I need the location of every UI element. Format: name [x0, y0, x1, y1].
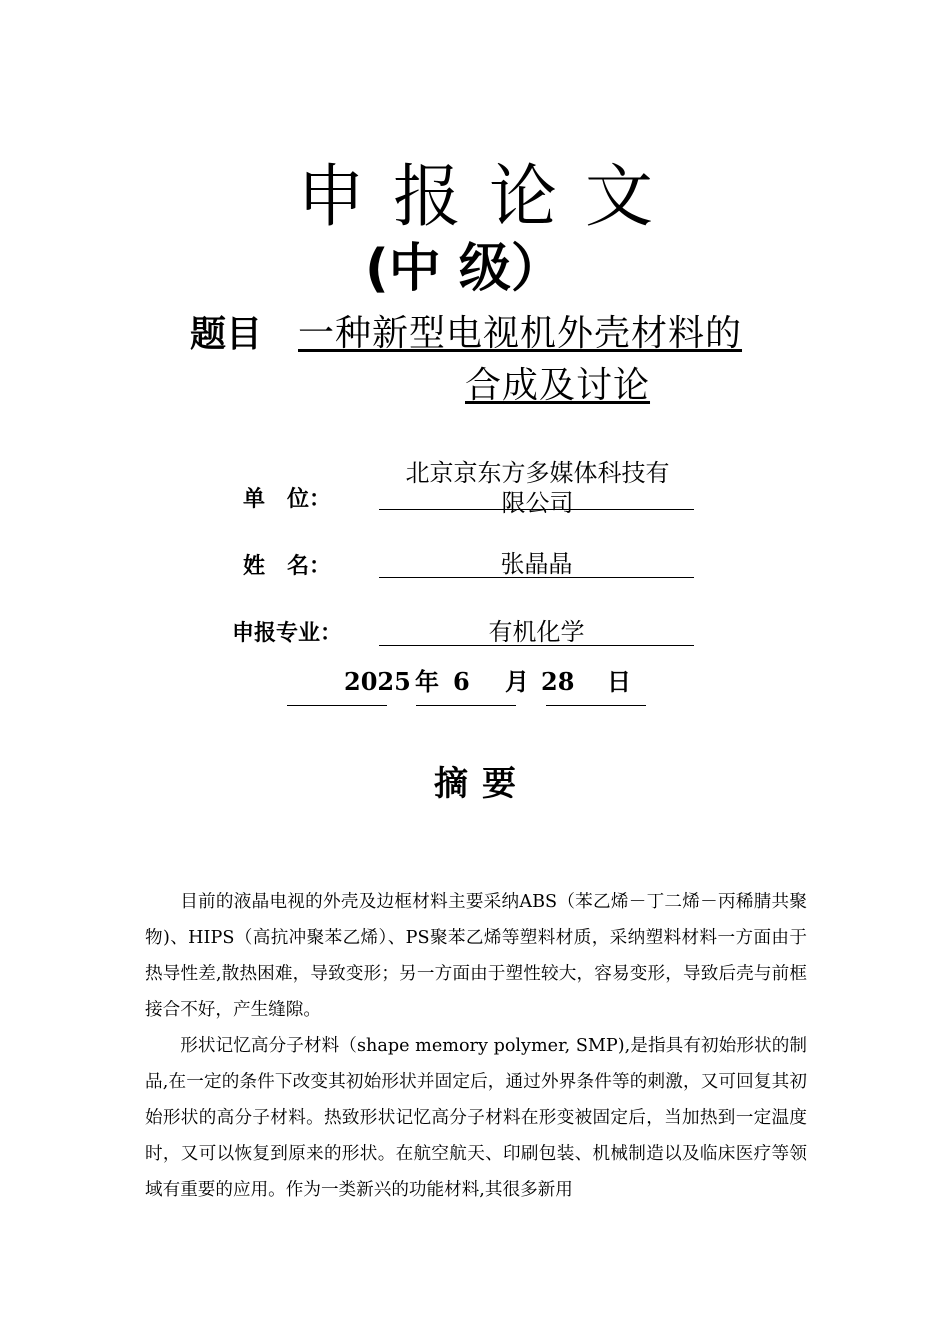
- date-year: 2025: [344, 667, 411, 696]
- abstract-paragraph: 目前的液晶电视的外壳及边框材料主要采纳ABS（苯乙烯－丁二烯－丙稀腈共聚物)、HIPS（高抗冲聚苯乙烯）、PS聚苯乙烯等塑料材质，采纳塑料材料一方面由于热导性差,散热困难，导致变形；另一方面由于塑性较大，容易变形，导致后壳与前框接合不好，产生缝隙。: [145, 892, 807, 1020]
- unit-value: 北京京东方多媒体科技有限公司: [405, 459, 670, 517]
- date-underline-month: [416, 705, 516, 706]
- major-underline: [379, 645, 694, 646]
- abstract-paragraph: 形状记忆高分子材料（shape memory polymer, SMP),是指具有初始形状的制品,在一定的条件下改变其初始形状并固定后，通过外界条件等的刺激，又可回复其初始形状的高分子材料。热致形状记忆高分子材料在形变被固定后，当加热到一定温度时，又可以恢复到原来的形状。在航空航天、印刷包装、机械制造以及临床医疗等领域有重要的应用。作为一类新兴的功能材料,其很多新用: [145, 1036, 807, 1200]
- date-day: 28: [541, 667, 575, 696]
- abstract-title: 摘要: [434, 764, 530, 804]
- unit-underline: [379, 509, 694, 510]
- name-value: 张晶晶: [500, 550, 573, 578]
- date-month: 6: [453, 667, 470, 696]
- topic-label: 题目: [190, 313, 263, 355]
- topic-title-line-2: 合成及讨论: [465, 365, 651, 406]
- level-subtitle: (中 级）: [365, 239, 563, 299]
- main-title: 申报论文: [296, 158, 681, 237]
- name-underline: [379, 577, 694, 578]
- date-day-unit: 日: [607, 667, 631, 696]
- date-month-unit: 月: [505, 667, 529, 696]
- date-underline-year: [287, 705, 387, 706]
- major-label: 申报专业：: [232, 620, 343, 646]
- major-value: 有机化学: [488, 618, 585, 646]
- topic-title-line-1: 一种新型电视机外壳材料的: [298, 313, 743, 354]
- name-label: 姓 名：: [243, 553, 332, 579]
- abstract-body: [145, 884, 807, 1208]
- unit-label: 单 位：: [243, 486, 332, 512]
- date-year-unit: 年: [415, 667, 439, 696]
- date-underline-day: [546, 705, 646, 706]
